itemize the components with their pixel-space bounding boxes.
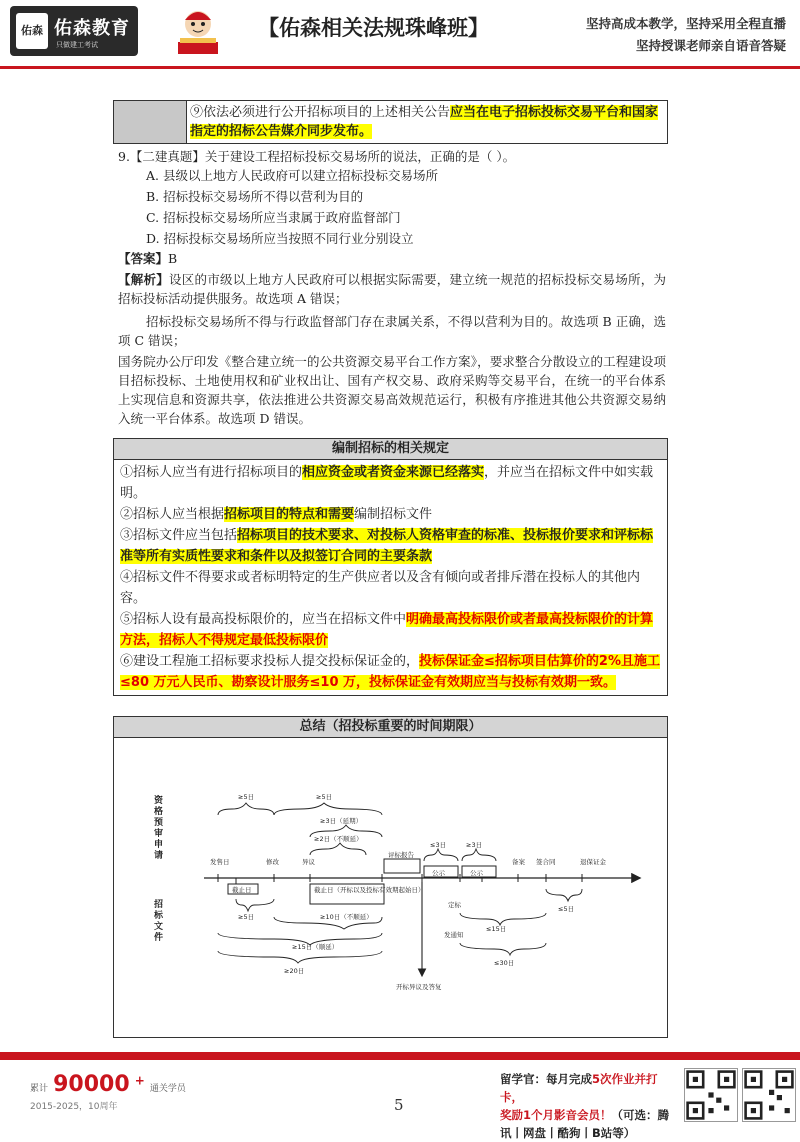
qr-code-icon <box>684 1068 738 1122</box>
label-tender-doc: 招标文件 <box>154 900 164 943</box>
analysis-paragraph-3: 国务院办公厅印发《整合建立统一的公共资源交易平台工作方案》，要求整合分散设立的工程建设项目招标投标、土地使用权和矿业权出让、国有产权交易、政府采购等交易平台，在统一的平台体系上实现信息和资源共享，依法推进公共资源交易高效规范运行，积极有序推进其他公共资源交易纳入统一平台体系。故选项 D 错误。 <box>118 354 666 426</box>
rule-highlight: 应当在电子招标投标交易平台和国家指定的招标公告媒介同步发布。 <box>190 105 659 139</box>
label-b2: ≥10日（不顺延） <box>320 913 373 921</box>
slogan-line-2: 坚持授课老师亲自语音答疑 <box>635 38 786 53</box>
note-part-3: 奖励1个月影音会员！ <box>500 1108 612 1122</box>
note-part-1: 留学官：每月完成 <box>500 1072 592 1086</box>
analysis-paragraph-1 <box>118 270 666 308</box>
label-b6: ≤30日 <box>494 959 515 967</box>
rule-3-text: ③招标文件应当包括 <box>120 528 238 543</box>
header-divider <box>0 66 800 69</box>
course-title: 【佑森相关法规珠峰班】 <box>258 16 489 40</box>
label-b3: ≥15日（顺延） <box>292 943 339 951</box>
qr-code-icon-2 <box>742 1068 796 1122</box>
node-publicity-2: 公示 <box>470 869 483 877</box>
note-part-2: 5次作业并打卡， <box>500 1072 658 1104</box>
logo-name: 佑森教育 <box>54 18 130 39</box>
answer-value: B <box>168 251 178 266</box>
rule-6-highlight-1: 投标保证金≤招标项目估算价的 <box>419 654 599 669</box>
label-b1: ≥5日 <box>238 913 255 921</box>
node-notice: 发通知 <box>444 931 464 939</box>
rule-5-highlight: 明确最高投标限价或者最高投标限价的计算方法，招标人不得规定最低投标限价 <box>120 612 654 648</box>
rules-table-title: 编制招标的相关规定 <box>114 439 667 460</box>
node-eval-report: 评标报告 <box>388 851 414 859</box>
rule-1-tail: ，并应当在招标文件中如实载明。 <box>120 465 654 501</box>
brand-logo <box>10 6 138 56</box>
node-deadline-2: 截止日（开标以及投标有效期起始日） <box>314 886 425 894</box>
node-bid-opening: 开标异议及答复 <box>396 983 442 991</box>
analysis-paragraph-2: 招标投标交易场所不得与行政监督部门存在隶属关系，不得以营利为目的。故选项 B 正确，选项 C 错误； <box>118 314 666 348</box>
timeline-diagram-box <box>113 737 668 1038</box>
slogan-line-1: 坚持高成本教学，坚持采用全程直播 <box>585 16 786 31</box>
question-stem: 9.【二建真题】关于建设工程招标投标交易场所的说法，正确的是（ ）。 <box>118 149 516 164</box>
node-decide: 定标 <box>448 901 461 909</box>
logo-subtitle: 只做建工考试 <box>56 41 98 49</box>
analysis-text-1: 设区的市级以上地方人民政府可以根据实际需要，建立统一规范的招标投标交易场所，为招标投标活动提供服务。故选项 A 错误； <box>118 272 666 306</box>
footer-divider <box>0 1052 800 1060</box>
label-b7: ≤5日 <box>558 905 575 913</box>
rule-3-highlight: 招标项目的技术要求、对投标人资格审查的标准、投标报价要求和评标标准等所有实质性要求和条件以及拟签订合同的主要条款 <box>120 528 654 564</box>
rule-1-highlight: 相应资金或者资金来源已经落实 <box>302 465 485 480</box>
label-a3: ≥3日（延期） <box>320 817 363 825</box>
node-sale-day: 发售日 <box>210 858 230 866</box>
page-number: 5 <box>394 1096 404 1114</box>
node-refund-deposit: 退保证金 <box>580 858 606 866</box>
rules-table <box>113 438 668 696</box>
rules-table-body <box>114 460 667 695</box>
option-c: C. 招标投标交易场所应当隶属于政府监督部门 <box>146 210 401 225</box>
rule-1 <box>120 462 661 504</box>
study-reward-note <box>500 1070 680 1142</box>
rule-2-text: ②招标人应当根据 <box>120 507 225 522</box>
rule-2-highlight: 招标项目的特点和需要 <box>224 507 355 522</box>
label-a1: ≥5日 <box>238 793 255 801</box>
table-cell-grey <box>114 101 187 143</box>
label-b4: ≥20日 <box>284 967 305 975</box>
label-a4: ≥2日（不顺延） <box>314 835 363 843</box>
count-plus: + <box>134 1073 145 1088</box>
label-b5: ≤15日 <box>486 925 507 933</box>
mascot-icon <box>170 4 226 60</box>
rule-4: ④招标文件不得要求或者标明特定的生产供应者以及含有倾向或者排斥潜在投标人的其他内容。 <box>120 570 641 606</box>
option-d: D. 招标投标交易场所应当按照不同行业分别设立 <box>146 231 414 246</box>
label-prequal: 资格预审申请 <box>154 796 164 861</box>
rule-6-text: ⑥建设工程施工招标要求投标人提交投标保证金的， <box>120 654 420 669</box>
eval-report-box <box>384 859 420 873</box>
node-filing: 备案 <box>512 858 525 866</box>
note-part-4: （可选：腾讯丨网盘丨酷狗丨B站等） <box>500 1108 670 1140</box>
rule-6-highlight-2: 2%且施工≤80 万元人民币、勘察设计服务≤10 万，投标保证金有效期应当与投标有效期一致。 <box>120 654 660 690</box>
node-publicity-1: 公示 <box>432 869 445 877</box>
answer-line <box>118 249 177 268</box>
node-deadline-1: 截止日 <box>232 886 252 894</box>
rule-1-text: ①招标人应当有进行招标项目的 <box>120 465 303 480</box>
count-suffix: 通关学员 <box>149 1084 186 1094</box>
count-prefix: 累计 <box>30 1084 49 1094</box>
rule-5 <box>120 609 661 651</box>
label-a6: ≥3日 <box>466 841 483 849</box>
rule-5-text: ⑤招标人设有最高投标限价的，应当在招标文件中 <box>120 612 407 627</box>
rule-6 <box>120 651 661 693</box>
analysis-label: 【解析】 <box>118 272 169 287</box>
timeline-diagram <box>114 737 667 1037</box>
node-sign-contract: 签合同 <box>536 858 556 866</box>
label-a2: ≥5日 <box>316 793 333 801</box>
student-count <box>30 1072 186 1112</box>
count-number: 90000 <box>53 1072 130 1097</box>
rule-3 <box>120 525 661 567</box>
top-table-row <box>113 100 668 144</box>
years-label: 2015-2025，10周年 <box>30 1102 118 1112</box>
table-cell-text <box>190 103 664 141</box>
label-a5: ≤3日 <box>430 841 447 849</box>
rule-2-tail: 编制招标文件 <box>354 507 433 522</box>
timeline-table-title: 总结（招投标重要的时间期限） <box>113 716 668 738</box>
option-a: A. 县级以上地方人民政府可以建立招标投标交易场所 <box>146 168 438 183</box>
node-modify: 修改 <box>266 858 279 866</box>
option-b: B. 招标投标交易场所不得以营利为目的 <box>146 189 364 204</box>
rule-text: ⑨依法必须进行公开招标项目的上述相关公告 <box>190 105 451 120</box>
node-objection: 异议 <box>302 858 315 866</box>
answer-label: 【答案】 <box>118 251 169 266</box>
rule-2 <box>120 504 661 525</box>
logo-seal: 佑森 <box>16 13 48 49</box>
